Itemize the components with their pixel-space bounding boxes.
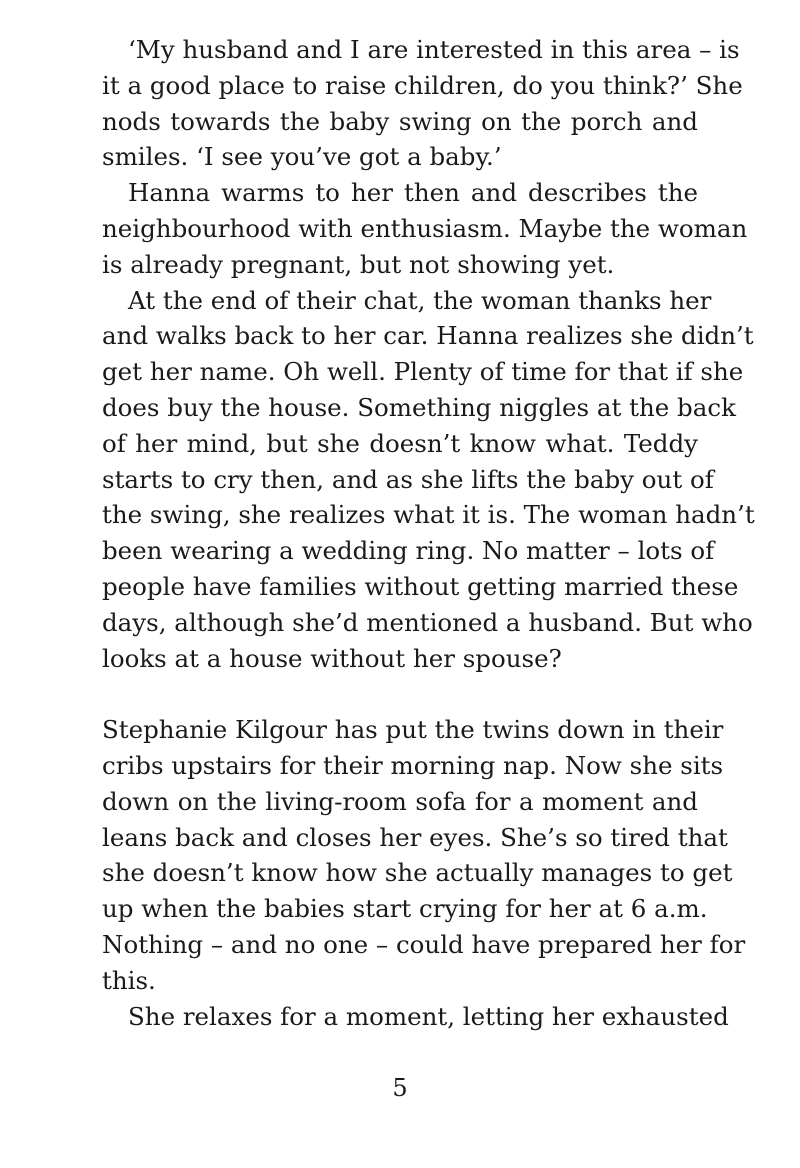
page-number: 5 — [392, 1074, 408, 1102]
text-line: ‘My husband and I are interested in this area – is — [128, 35, 740, 64]
text-line: Stephanie Kilgour has put the twins down in their — [102, 715, 724, 745]
text-line: up when the babies start crying for her at 6 a.m. — [102, 894, 708, 924]
text-line: days, although she’d mentioned a husband. But who — [102, 607, 753, 637]
text-line: nods towards the baby swing on the porch and — [102, 106, 698, 136]
text-line: starts to cry then, and as she lifts the baby out of — [102, 464, 714, 494]
text-line: Hanna warms to her then and describes the — [128, 178, 698, 208]
text-line: the swing, she realizes what it is. The woman hadn’t — [102, 500, 755, 530]
paragraph — [102, 283, 755, 677]
text-line: neighbourhood with enthusiasm. Maybe the woman — [102, 213, 748, 243]
paragraph — [102, 175, 748, 282]
text-line: get her name. Oh well. Plenty of time for that if she — [102, 357, 744, 387]
text-line: looks at a house without her spouse? — [102, 643, 562, 673]
text-line: smiles. ‘I see you’ve got a baby.’ — [102, 142, 502, 172]
paragraph — [102, 999, 729, 1035]
text-line: it a good place to raise children, do you think?’ She — [102, 70, 743, 100]
body-text — [102, 32, 755, 1034]
text-line: of her mind, but she doesn’t know what. Teddy — [102, 428, 698, 458]
text-line: and walks back to her car. Hanna realizes she didn’t — [102, 321, 754, 351]
text-line: Nothing – and no one – could have prepared her for — [102, 929, 746, 959]
text-line: leans back and closes her eyes. She’s so tired that — [102, 822, 728, 852]
paragraph — [102, 712, 746, 998]
text-line: people have families without getting married these — [102, 571, 739, 601]
text-line: down on the living-room sofa for a moment and — [102, 786, 698, 816]
text-line: this. — [102, 965, 156, 995]
text-line: At the end of their chat, the woman thanks her — [128, 285, 712, 315]
text-line: She relaxes for a moment, letting her exhausted — [128, 1001, 729, 1031]
text-line: been wearing a wedding ring. No matter – lots of — [102, 536, 715, 566]
text-line: does buy the house. Something niggles at the back — [102, 392, 736, 422]
text-line: is already pregnant, but not showing yet. — [102, 249, 615, 279]
text-line: she doesn’t know how she actually manages to get — [102, 858, 733, 888]
section-break — [102, 676, 698, 712]
text-line: cribs upstairs for their morning nap. Now she sits — [102, 750, 724, 780]
paragraph — [102, 32, 743, 175]
